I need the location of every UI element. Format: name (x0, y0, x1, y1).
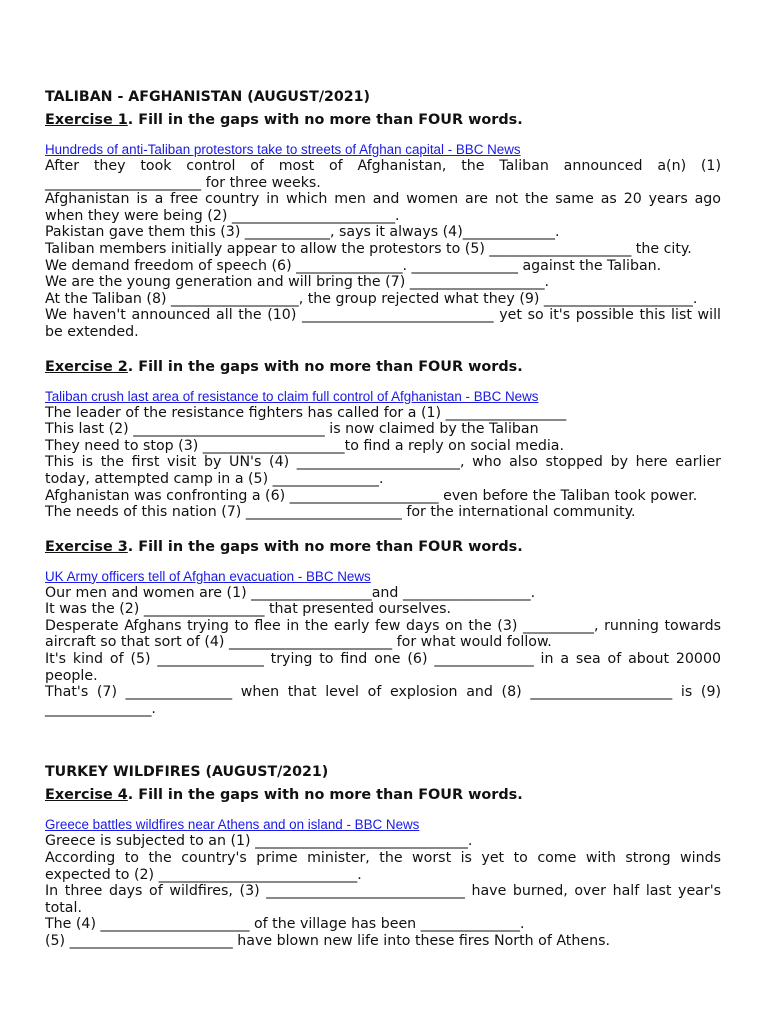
exercise-4-heading (45, 786, 721, 804)
exercise-1-line-2: Afghanistan is a free country in which men and women are not the same as 20 years ago when they were being (2) _______________________. (45, 191, 721, 224)
exercise-3-line-4: It's kind of (5) _______________ trying to find one (6) ______________ in a sea of about 20000 people. (45, 651, 721, 684)
exercise-1-label: Exercise 1 (45, 112, 128, 128)
exercise-3-label: Exercise 3 (45, 538, 128, 555)
exercise-1-instruction: . Fill in the gaps with no more than FOUR words. (127, 112, 523, 128)
exercise-1-source-link[interactable]: Hundreds of anti-Taliban protestors take to streets of Afghan capital - BBC News (45, 142, 521, 157)
exercise-3-heading (45, 538, 721, 556)
exercise-1-line-6: We are the young generation and will bring the (7) ___________________. (45, 274, 550, 291)
exercise-3-line-5: That's (7) _______________ when that level of explosion and (8) ____________________ is (9) _______________. (45, 684, 721, 717)
exercise-4-line-1: Greece is subjected to an (1) ______________________________. (45, 833, 473, 850)
exercise-2-line-2: This last (2) ___________________________ is now claimed by the Taliban (45, 421, 539, 438)
exercise-2-label: Exercise 2 (45, 358, 128, 375)
exercise-4-label: Exercise 4 (45, 787, 128, 804)
exercise-1-heading (45, 111, 721, 129)
exercise-3-line-1: Our men and women are (1) _________________and __________________. (45, 584, 536, 601)
exercise-3-instruction: . Fill in the gaps with no more than FOUR words. (127, 538, 523, 555)
exercise-2-line-5: Afghanistan was confronting a (6) _____________________ even before the Taliban took power. (45, 487, 698, 504)
topic-title-taliban: TALIBAN - AFGHANISTAN (AUGUST/2021) (45, 89, 370, 105)
exercise-4-instruction: . Fill in the gaps with no more than FOUR words. (127, 787, 523, 804)
exercise-3-source-link[interactable]: UK Army officers tell of Afghan evacuation - BBC News (45, 568, 371, 584)
exercise-1-line-5: We demand freedom of speech (6) _______________. _______________ against the Taliban. (45, 257, 662, 274)
exercise-1-line-3: Pakistan gave them this (3) ____________, says it always (4)_____________. (45, 224, 560, 241)
exercise-3-line-3: Desperate Afghans trying to flee in the early few days on the (3) __________, running towards aircraft so that sort of (4) _______________________ for what would follow. (45, 617, 721, 651)
exercise-4-line-5: (5) _______________________ have blown new life into these fires North of Athens. (45, 933, 610, 949)
exercise-2-source-link[interactable]: Taliban crush last area of resistance to claim full control of Afghanistan - BBC News (45, 388, 539, 404)
exercise-4-source-link[interactable]: Greece battles wildfires near Athens and on island - BBC News (45, 817, 420, 833)
exercise-2-line-3: They need to stop (3) ____________________to find a reply on social media. (45, 437, 564, 454)
exercise-1-line-8: We haven't announced all the (10) ___________________________ yet so it's possible this list will be extended. (45, 307, 721, 340)
exercise-1-line-7: At the Taliban (8) __________________, the group rejected what they (9) _____________________. (45, 290, 698, 307)
exercise-4-line-2: According to the country's prime minister, the worst is yet to come with strong winds expected to (2) ____________________________. (45, 850, 721, 883)
exercise-1-line-4: Taliban members initially appear to allow the protestors to (5) ____________________ the city. (45, 240, 692, 257)
exercise-2-heading (45, 358, 721, 376)
exercise-2-line-1: The leader of the resistance fighters has called for a (1) _________________ (45, 404, 567, 421)
exercise-2-line-4: This is the first visit by UN's (4) _______________________, who also stopped by here earlier today, attempted camp in a (5) _______________. (45, 454, 721, 487)
topic-title-turkey: TURKEY WILDFIRES (AUGUST/2021) (45, 764, 329, 781)
exercise-2-instruction: . Fill in the gaps with no more than FOUR words. (127, 358, 523, 375)
exercise-4-line-4: The (4) _____________________ of the village has been ______________. (45, 916, 525, 933)
exercise-2-line-6: The needs of this nation (7) ______________________ for the international community. (45, 504, 636, 521)
exercise-4-line-3: In three days of wildfires, (3) ____________________________ have burned, over half last year's total. (45, 883, 721, 916)
exercise-3-line-2: It was the (2) _________________ that presented ourselves. (45, 601, 452, 618)
exercise-1-line-1: After they took control of most of Afghanistan, the Taliban announced a(n) (1) ______________________ for three weeks. (45, 158, 721, 191)
